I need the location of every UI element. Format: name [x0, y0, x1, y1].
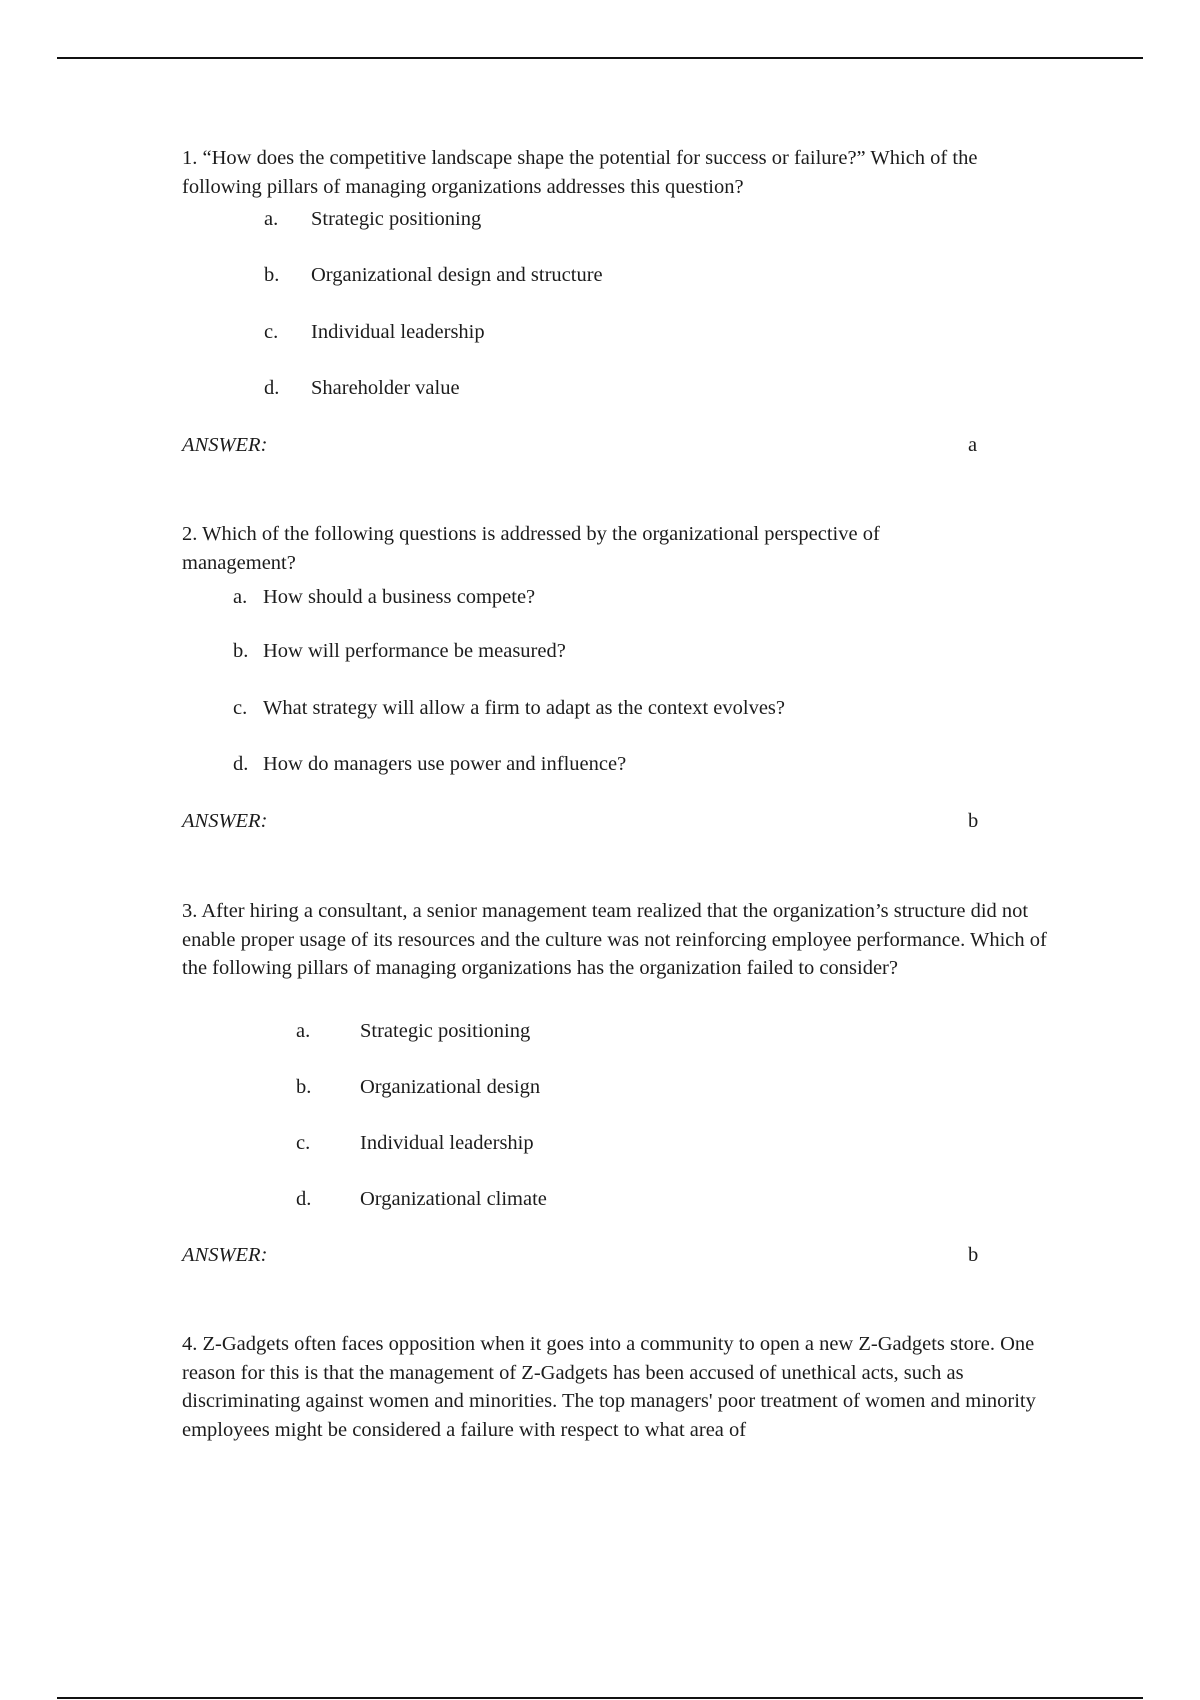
- option-letter: a.: [233, 586, 248, 608]
- option-letter: a.: [296, 1020, 311, 1042]
- option-letter: c.: [296, 1132, 311, 1154]
- question-3-answer-value: b: [968, 1244, 979, 1266]
- option-letter: b.: [233, 640, 249, 662]
- bottom-rule: [57, 1697, 1143, 1699]
- question-2-answer-value: b: [968, 810, 979, 832]
- question-2-answer-label: ANSWER:: [182, 810, 268, 832]
- question-1-answer-value: a: [968, 434, 978, 456]
- option-letter: c.: [233, 697, 248, 719]
- question-3-answer-label: ANSWER:: [182, 1244, 268, 1266]
- option-text: How should a business compete?: [263, 586, 536, 608]
- option-letter: d.: [264, 377, 280, 399]
- question-1-text: 1. “How does the competitive landscape shape the potential for success or failure?” Which of the following pillars of managing organizations addresses this question?: [182, 147, 978, 198]
- option-text: Strategic positioning: [360, 1020, 531, 1042]
- option-letter: a.: [264, 208, 279, 230]
- option-text: Individual leadership: [360, 1132, 534, 1154]
- option-letter: d.: [296, 1188, 312, 1210]
- option-letter: d.: [233, 753, 249, 775]
- option-text: How will performance be measured?: [263, 640, 566, 662]
- option-text: Strategic positioning: [311, 208, 482, 230]
- question-4-text: 4. Z-Gadgets often faces opposition when it goes into a community to open a new Z-Gadgets store. One reason for this is that the management of Z-Gadgets has been accused of unethical acts, such as discriminating against women and minorities. The top managers' poor treatment of women and minority employees might be considered a failure with respect to what area of: [182, 1333, 1036, 1441]
- option-letter: c.: [264, 321, 279, 343]
- option-text: Organizational design and structure: [311, 264, 603, 286]
- option-letter: b.: [296, 1076, 312, 1098]
- option-text: Organizational design: [360, 1076, 541, 1098]
- option-text: How do managers use power and influence?: [263, 753, 627, 775]
- top-rule: [57, 57, 1143, 59]
- question-1-answer-label: ANSWER:: [182, 434, 268, 456]
- option-letter: b.: [264, 264, 280, 286]
- option-text: Shareholder value: [311, 377, 460, 399]
- option-text: What strategy will allow a firm to adapt as the context evolves?: [263, 697, 786, 719]
- question-2-text: 2. Which of the following questions is addressed by the organizational perspective of management?: [182, 523, 880, 574]
- question-3-text: 3. After hiring a consultant, a senior management team realized that the organization’s structure did not enable proper usage of its resources and the culture was not reinforcing employee performance. Which of the following pillars of managing organizations has the organization failed to consider?: [182, 900, 1047, 979]
- option-text: Organizational climate: [360, 1188, 547, 1210]
- option-text: Individual leadership: [311, 321, 485, 343]
